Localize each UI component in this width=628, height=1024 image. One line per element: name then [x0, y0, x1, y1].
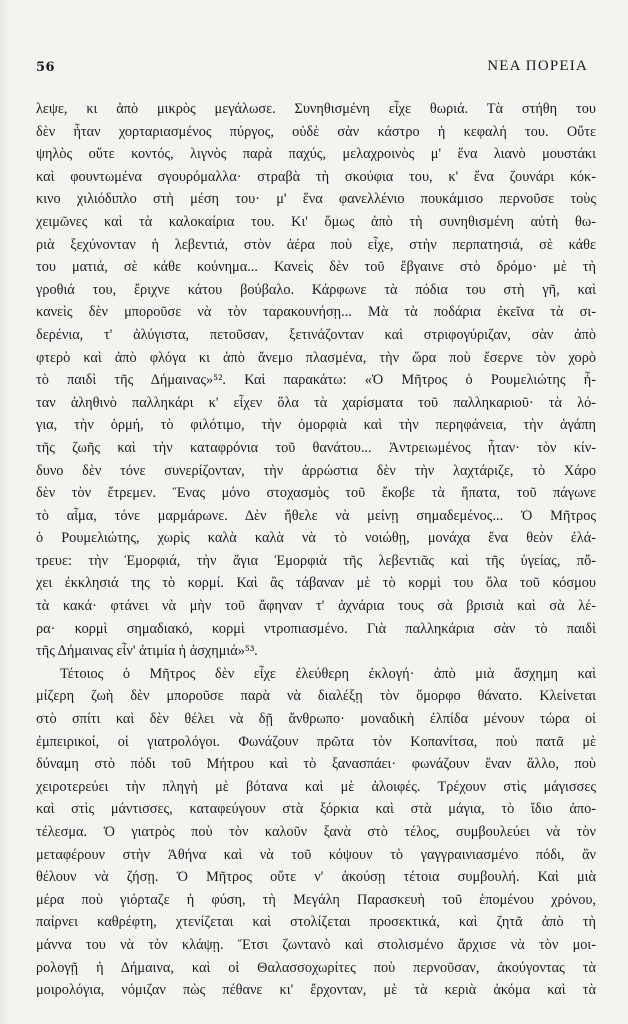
text-line: λεψε, κι ἀπὸ μικρὸς μεγάλωσε. Συνηθισμένη εἶχε θωριά. Τὰ στήθη του — [36, 101, 596, 117]
text-line: ταν ἀληθινὸ παλληκάρι κ' εἶχεν ὅλα τὰ χαρίσματα τοῦ παλληκαριοῦ· τὰ λό- — [36, 394, 596, 411]
text-line: δύναμη στὸ πόδι τοῦ Μήτρου καὶ τὸ ξανασπάει· φωνάζουν ἕναν ἄλλο, ποὺ — [36, 756, 596, 773]
text-line: δὲν ἦταν χορταριασμένος πύργος, οὐδὲ σὰν κάστρο ἡ κεφαλή του. Οὔτε — [36, 123, 596, 140]
text-line: καὶ φουντωμένα σγουρόμαλλα· στραβὰ τὴ σκούφια του, κ' ἕνα ζουνάρι κόκ- — [36, 168, 596, 185]
text-line: καὶ στὶς μάντισσες, καταφεύγουν στὰ ξόρκια καὶ στὰ μάγια, τὸ ἴδιο ἀπο- — [36, 801, 596, 818]
paragraph — [36, 98, 596, 663]
text-line: δυνο δὲν τόνε συνερίζονταν, τὴν ἀρρώστια δὲν τὴν λαχτάριζε, τὸ Χάρο — [36, 462, 596, 479]
text-line: Τέτοιος ὁ Μῆτρος δὲν εἶχε ἐλεύθερη ἐκλογή· ἀπὸ μιὰ ἄσχημη καὶ — [60, 665, 596, 682]
text-line: στὸ σπίτι καὶ δὲν θέλει νὰ δῇ ἄνθρωπο· μοναδικὴ ἐλπίδα μένουν τώρα οἱ — [36, 711, 596, 728]
running-title: ΝΕΑ ΠΟΡΕΙΑ — [487, 58, 588, 74]
text-line: ρολογῇ ἡ Δήμαινα, καὶ οἱ Θαλασσοχωρίτες ποὺ περνοῦσαν, ἀκούγοντας τὰ — [36, 959, 596, 976]
text-line: τῆς ζωῆς καὶ τὴν καταφρόνια τοῦ θανάτου... Ἀντρειωμένος ἦταν· τὸν κίν- — [36, 439, 596, 456]
text-line: γροθιά του, ἔριχνε κάτου βούβαλο. Κάρφωνε τὰ πόδια του στὴ γῆ, καὶ — [36, 281, 596, 298]
text-line: ὁ Ρουμελιώτης, χωρὶς καλὰ καλὰ νὰ τὸ νοιώθῃ, μονάχα ἕνα θεὸν ἐλά- — [36, 530, 596, 547]
page-number: 56 — [36, 60, 56, 75]
text-line: μοιρολόγια, νόμιζαν πὼς πέθανε κι' ἔρχονταν, μὲ τὰ κεριὰ ἀκόμα καὶ τὰ — [36, 982, 596, 999]
text-line: για, τὴν ὁρμή, τὸ φιλότιμο, τὴν ὀμορφιὰ καὶ τὴν περηφάνεια, τὴν ἀγάπη — [36, 417, 596, 434]
text-line: μάννα του νὰ τὸν κλάψῃ. Ἔτσι ζωντανὸ καὶ στολισμένο ἄρχισε νὰ τὸν μοι- — [36, 936, 596, 953]
text-line: τὰ κακά· φτάνει νὰ μὴν τοῦ ἄφηναν τ' ἀχνάρια τους σὰ βρισιὰ καὶ σὰ λέ- — [36, 598, 596, 615]
text-line: δερένια, τ' ἀλύγιστα, πετοῦσαν, ξετινάζονταν καὶ στριφογύριζαν, σὰν ἀπὸ — [36, 326, 596, 343]
text-line: τρευε: τὴν Ἐμορφιά, τὴν ἅγια Ἐμορφιὰ τῆς λεβεντιᾶς καὶ τῆς ὑγείας, πὄ- — [36, 552, 596, 569]
paragraph — [36, 663, 596, 1002]
text-line: μεταφέρουν στὴν Ἀθήνα καὶ νὰ τοῦ κόψουν τὸ γαγγραινιασμένο πόδι, ἂν — [36, 846, 596, 863]
text-line: τῆς Δήμαινας εἶν' ἀτιμία ἡ ἀσχημιά»⁵³. — [36, 643, 258, 660]
text-line: παίρνει καθρέφτη, χτενίζεται καὶ στολίζεται προσεκτικά, καὶ ζητᾶ ἀπὸ τὴ — [36, 914, 596, 931]
text-line: θέλουν νὰ ζήσῃ. Ὁ Μῆτρος οὔτε ν' ἀκούσῃ τέτοια συμβουλή. Καὶ μιὰ — [36, 869, 596, 886]
page-gutter-shadow — [0, 0, 8, 1024]
text-line: χειμῶνες καὶ τὰ καλοκαίρια του. Κι' ὅμως ἀπὸ τὴ συνηθισμένη αὐτὴ θω- — [36, 213, 596, 230]
text-line: του ματιά, σὲ κάθε κούνημα... Κανεὶς δὲν τοῦ ἔβγαινε στὸ δρόμο· μὲ τὴ — [36, 259, 596, 276]
text-line: τὸ παιδὶ τῆς Δήμαινας»⁵². Καὶ παρακάτω: «Ὁ Μῆτρος ὁ Ρουμελιώτης ἦ- — [36, 372, 596, 389]
text-line: μέρα ποὺ γιόρταζε ἡ φύση, τὴ Μεγάλη Παρασκευὴ τοῦ ἑπομένου χρόνου, — [36, 891, 596, 908]
text-line: μίζερη ζωὴ δὲν μποροῦσε παρὰ νὰ διαλέξῃ τὸν ὄμορφο θάνατο. Κλείνεται — [36, 688, 596, 705]
text-line: ρα· κορμὶ σημαδιακό, κορμὶ ντροπιασμένο. Γιὰ παλληκάρια σὰν τὸ παιδὶ — [36, 620, 596, 637]
text-line: τέλεσμα. Ὁ γιατρὸς ποὺ τὸν καλοῦν ξανὰ στὸ τέλος, συμβουλεύει νὰ τὸν — [36, 824, 596, 840]
body-text — [36, 98, 596, 1002]
text-line: χειροτερεύει τὴν πληγὴ μὲ βότανα καὶ μὲ ἀλοιφές. Τρέχουν στὶς μάγισσες — [36, 778, 596, 795]
text-line: ριὰ ξεχύνονταν ἡ λεβεντιά, στὸν ἀέρα ποὺ εἶχε, στὴν περπατησιά, σὲ κάθε — [36, 236, 596, 253]
text-line: χει ἐκκλησιά της τὸ κορμί. Καὶ ἂς τάβαναν μὲ τὸ κορμὶ του ὅλα τοῦ κόσμου — [36, 575, 596, 592]
text-line: ψηλὸς οὔτε κοντός, λιγνὸς παρὰ παχύς, μελαχροινὸς μ' ἕνα λιανὸ μουστάκι — [36, 146, 596, 163]
text-line: ἐμπειρικοί, οἱ γιατρολόγοι. Φωνάζουν πρῶτα τὸν Κοπανίτσα, ποὺ πατᾶ μὲ — [36, 733, 596, 750]
text-line: κανεὶς δὲν μποροῦσε νὰ τὸν ταρακουνήσῃ... Μὰ τὰ ποδάρια ἐκεῖνα τὰ σι- — [36, 304, 596, 321]
text-line: τὸ αἷμα, τόνε μαρμάρωνε. Δὲν ἤθελε νὰ μείνῃ σημαδεμένος... Ὁ Μῆτρος — [36, 507, 596, 524]
text-line: δὲν τὸν ἔτρεμεν. Ἕνας μόνο στοχασμὸς τοῦ ἔκοβε τὰ ἥπατα, τοῦ πάγωνε — [36, 485, 596, 502]
text-line: φτερὸ καὶ ἀπὸ φλόγα κι ἀπὸ ἄνεμο πλασμένα, τὴν ὥρα ποὺ ἔσερνε τὸν χορὸ — [36, 349, 596, 366]
text-line: κινο χιλιόδιπλο στὴ μέση του· μ' ἕνα φανελλένιο πουκάμισο περνοῦσε τοὺς — [36, 191, 596, 208]
